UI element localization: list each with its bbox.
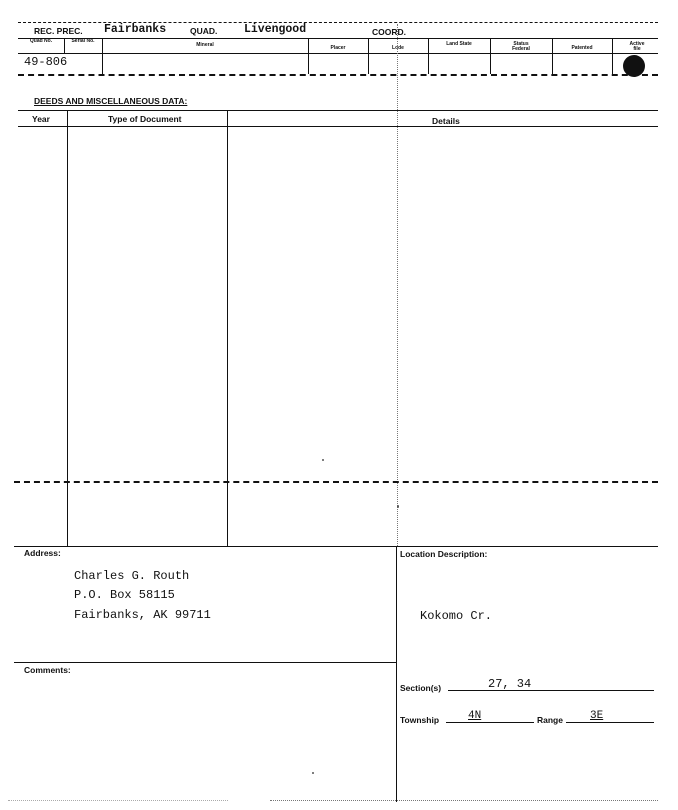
range-underline [566, 722, 654, 723]
col-placer: Placer [330, 45, 346, 51]
claim-col-sep [368, 38, 369, 74]
quad-no-value: 49-806 [24, 55, 68, 69]
township-value: 4N [468, 710, 482, 722]
sections-value: 27, 34 [488, 677, 532, 691]
deeds-title: DEEDS AND MISCELLANEOUS DATA: [34, 96, 188, 106]
range-label: Range [537, 715, 563, 725]
claim-table-header-rule [18, 53, 658, 54]
township-underline [446, 722, 534, 723]
deeds-header-rule [18, 126, 658, 127]
col-year: Year [32, 114, 50, 124]
township-label: Township [400, 715, 440, 725]
claim-col-sep [308, 38, 309, 74]
location-label: Location Description: [400, 549, 488, 559]
deeds-bottom-rule [14, 546, 658, 547]
sections-label: Section(s) [400, 683, 442, 693]
claim-col-sep [490, 38, 491, 74]
rec-prec-label: REC. PREC. [34, 26, 83, 36]
sections-underline [448, 690, 654, 691]
center-guide [397, 24, 398, 546]
range-value: 3E [590, 710, 604, 722]
col-serial-no: Serial No. [71, 38, 95, 44]
lower-col-sep [396, 546, 397, 802]
col-mineral: Mineral [196, 42, 214, 48]
col-status-federal: Status Federal [512, 41, 530, 52]
scan-speck [312, 772, 314, 774]
location-value: Kokomo Cr. [420, 609, 493, 623]
claim-col-sep [428, 38, 429, 74]
comments-top-rule [14, 662, 396, 663]
claim-col-sep [102, 38, 103, 74]
deeds-top-rule [18, 110, 658, 111]
active-file-marker [623, 55, 645, 77]
col-details: Details [432, 116, 460, 126]
col-lode: Lode [392, 45, 404, 51]
col-type-of-document: Type of Document [108, 114, 182, 124]
address-line2: P.O. Box 58115 [74, 588, 175, 602]
col-land-state: Land State [446, 41, 472, 47]
col-active-file: Active file [629, 41, 645, 52]
claim-col-sep [552, 38, 553, 74]
scan-speck [322, 459, 324, 461]
scan-noise-bottom [270, 800, 658, 803]
address-line3: Fairbanks, AK 99711 [74, 608, 211, 622]
comments-label: Comments: [24, 665, 71, 675]
claim-col-sep [612, 38, 613, 74]
scan-speck [397, 505, 399, 508]
claim-table-bottom-rule [18, 74, 658, 76]
address-line1: Charles G. Routh [74, 569, 190, 583]
quad-value: Livengood [244, 23, 307, 36]
rec-prec-value: Fairbanks [104, 23, 167, 36]
address-label: Address: [24, 548, 61, 558]
col-patented: Patented [571, 45, 593, 51]
deeds-dashed-rule [14, 481, 658, 483]
claim-col-sep [64, 38, 65, 53]
claim-table-top-rule [18, 38, 658, 39]
coord-label: COORD. [372, 27, 406, 37]
scan-noise-bottom-left [8, 800, 228, 803]
quad-label: QUAD. [190, 26, 218, 36]
col-quad-no: Quad No. [29, 38, 53, 44]
